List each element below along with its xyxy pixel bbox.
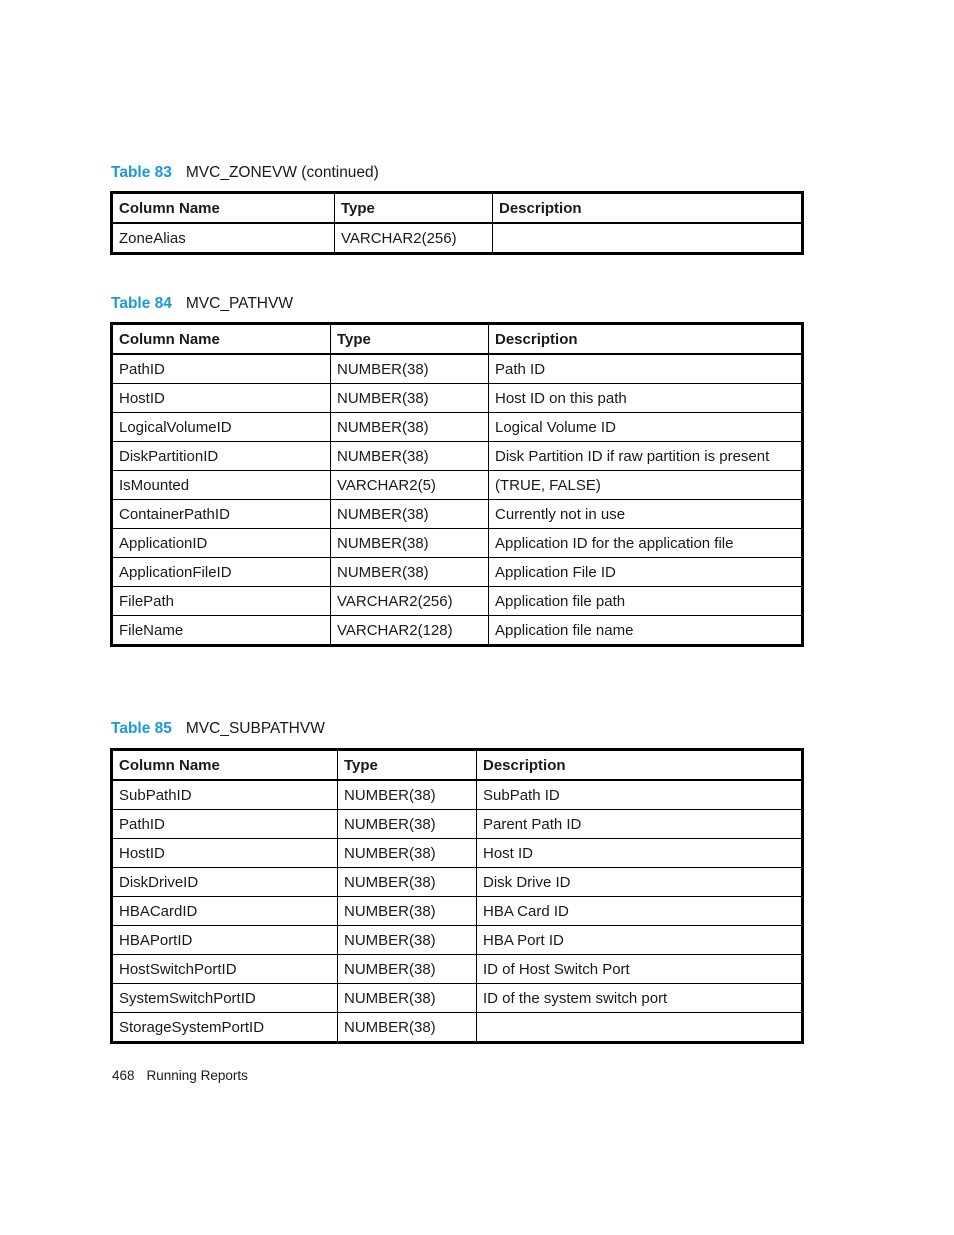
table-row (112, 413, 803, 442)
table-cell: ID of the system switch port (477, 984, 803, 1013)
table-84-caption (111, 295, 293, 313)
table-row (112, 529, 803, 558)
table-cell: HBACardID (112, 897, 338, 926)
table-cell: NUMBER(38) (331, 500, 489, 529)
table-cell (493, 223, 803, 254)
table-cell: Path ID (489, 354, 803, 384)
table-row (112, 810, 803, 839)
table-cell: NUMBER(38) (338, 780, 477, 810)
table-cell: VARCHAR2(256) (335, 223, 493, 254)
table-84-number: Table 84 (111, 295, 172, 312)
table-row (112, 897, 803, 926)
table-row (112, 984, 803, 1013)
table-cell: HBA Card ID (477, 897, 803, 926)
table-83 (110, 191, 804, 255)
table-cell: NUMBER(38) (338, 868, 477, 897)
table-cell: NUMBER(38) (338, 955, 477, 984)
table-cell: NUMBER(38) (331, 442, 489, 471)
table-header-row (112, 750, 803, 781)
table-cell: HBA Port ID (477, 926, 803, 955)
table-row (112, 868, 803, 897)
table-row (112, 955, 803, 984)
table-cell: PathID (112, 810, 338, 839)
table-cell: Application file name (489, 616, 803, 646)
column-header: Type (331, 324, 489, 355)
table-cell: Application File ID (489, 558, 803, 587)
table-cell: NUMBER(38) (338, 897, 477, 926)
table-cell: Logical Volume ID (489, 413, 803, 442)
table-cell: ID of Host Switch Port (477, 955, 803, 984)
table-header-row (112, 193, 803, 224)
table-cell: NUMBER(38) (338, 984, 477, 1013)
column-header: Description (489, 324, 803, 355)
table-cell: DiskPartitionID (112, 442, 331, 471)
table-cell: Application ID for the application file (489, 529, 803, 558)
column-header: Column Name (112, 324, 331, 355)
table-cell: Host ID (477, 839, 803, 868)
table-cell: SystemSwitchPortID (112, 984, 338, 1013)
table-cell: FileName (112, 616, 331, 646)
table-cell: NUMBER(38) (338, 810, 477, 839)
table-cell: NUMBER(38) (331, 558, 489, 587)
table-cell: VARCHAR2(256) (331, 587, 489, 616)
table-84-title: MVC_PATHVW (185, 295, 293, 312)
table-cell: HostID (112, 384, 331, 413)
table-row (112, 384, 803, 413)
column-header: Type (338, 750, 477, 781)
table-row (112, 1013, 803, 1043)
table-cell: Application file path (489, 587, 803, 616)
table-cell: Host ID on this path (489, 384, 803, 413)
table-cell: NUMBER(38) (338, 1013, 477, 1043)
table-83-title: MVC_ZONEVW (continued) (185, 164, 379, 181)
table-85-title: MVC_SUBPATHVW (185, 720, 325, 737)
table-83-caption (111, 164, 379, 182)
table-row (112, 354, 803, 384)
table-cell: Parent Path ID (477, 810, 803, 839)
table-cell: DiskDriveID (112, 868, 338, 897)
table-cell: NUMBER(38) (331, 529, 489, 558)
table-cell: NUMBER(38) (338, 839, 477, 868)
table-row (112, 558, 803, 587)
table-cell: NUMBER(38) (331, 384, 489, 413)
table-cell: HostSwitchPortID (112, 955, 338, 984)
table-cell: (TRUE, FALSE) (489, 471, 803, 500)
column-header: Description (493, 193, 803, 224)
table-row (112, 500, 803, 529)
table-cell: ApplicationFileID (112, 558, 331, 587)
column-header: Column Name (112, 193, 335, 224)
page-number: 468 (112, 1068, 135, 1083)
table-cell: NUMBER(38) (331, 354, 489, 384)
column-header: Type (335, 193, 493, 224)
table-cell: Currently not in use (489, 500, 803, 529)
table-cell: NUMBER(38) (331, 413, 489, 442)
table-85-number: Table 85 (111, 720, 172, 737)
table-row (112, 442, 803, 471)
table-cell: ContainerPathID (112, 500, 331, 529)
table-cell: IsMounted (112, 471, 331, 500)
table-cell: SubPathID (112, 780, 338, 810)
table-cell: LogicalVolumeID (112, 413, 331, 442)
page-footer (112, 1068, 248, 1083)
table-cell: Disk Partition ID if raw partition is present (489, 442, 803, 471)
table-85 (110, 748, 804, 1044)
table-header-row (112, 324, 803, 355)
column-header: Description (477, 750, 803, 781)
table-85-caption (111, 720, 325, 738)
table-cell: SubPath ID (477, 780, 803, 810)
table-83-number: Table 83 (111, 164, 172, 181)
table-cell: FilePath (112, 587, 331, 616)
table-cell: VARCHAR2(5) (331, 471, 489, 500)
table-row (112, 926, 803, 955)
table-cell: NUMBER(38) (338, 926, 477, 955)
table-row (112, 616, 803, 646)
table-cell (477, 1013, 803, 1043)
table-row (112, 839, 803, 868)
table-cell: Disk Drive ID (477, 868, 803, 897)
table-cell: PathID (112, 354, 331, 384)
table-cell: StorageSystemPortID (112, 1013, 338, 1043)
table-row (112, 587, 803, 616)
table-cell: VARCHAR2(128) (331, 616, 489, 646)
column-header: Column Name (112, 750, 338, 781)
table-84 (110, 322, 804, 647)
table-cell: ZoneAlias (112, 223, 335, 254)
table-row (112, 223, 803, 254)
table-cell: ApplicationID (112, 529, 331, 558)
section-name: Running Reports (146, 1068, 248, 1083)
table-row (112, 780, 803, 810)
table-cell: HostID (112, 839, 338, 868)
table-row (112, 471, 803, 500)
table-cell: HBAPortID (112, 926, 338, 955)
